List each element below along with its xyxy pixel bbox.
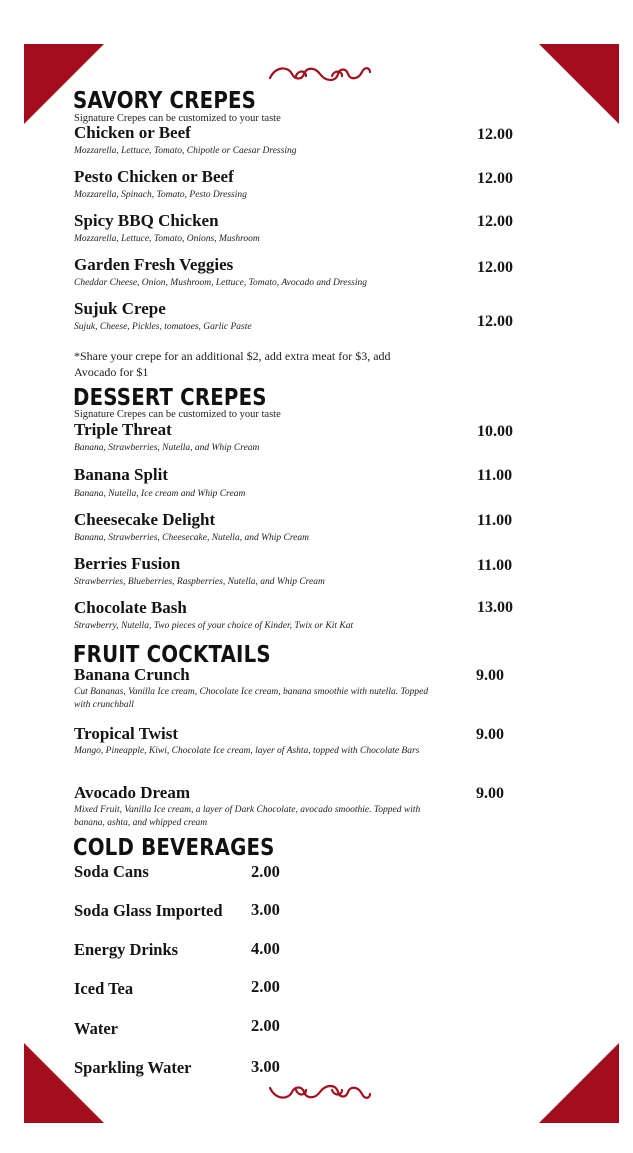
- item-name: Berries Fusion: [74, 554, 181, 573]
- item-price: 13.00: [477, 599, 513, 616]
- share-note: *Share your crepe for an additional $2, add extra meat for $3, add Avocado for $1: [74, 349, 391, 379]
- item-price: 10.00: [477, 423, 513, 440]
- beverage-price: 2.00: [251, 977, 280, 996]
- item-name: Triple Threat: [74, 420, 172, 439]
- flourish-top-icon: [266, 62, 374, 86]
- beverage-name: Soda Glass Imported: [74, 901, 223, 920]
- item-description: Mozzarella, Lettuce, Tomato, Onions, Mushroom: [74, 234, 260, 244]
- item-name: Garden Fresh Veggies: [74, 255, 234, 274]
- item-name: Cheesecake Delight: [74, 510, 216, 529]
- item-name: Pesto Chicken or Beef: [74, 167, 234, 186]
- savory-crepes-subtitle: Signature Crepes can be customized to your taste: [74, 113, 281, 124]
- item-description: Strawberries, Blueberries, Raspberries, Nutella, and Whip Cream: [74, 577, 325, 587]
- savory-crepes-heading: SAVORY CREPES: [73, 88, 257, 114]
- beverage-price: 2.00: [251, 862, 280, 881]
- beverage-name: Water: [74, 1019, 118, 1038]
- item-price: 12.00: [477, 126, 513, 143]
- item-name: Chicken or Beef: [74, 123, 191, 142]
- item-description: Strawberry, Nutella, Two pieces of your choice of Kinder, Twix or Kit Kat: [74, 621, 354, 631]
- beverage-price: 3.00: [251, 900, 280, 919]
- item-price: 12.00: [477, 313, 513, 330]
- dessert-crepes-subtitle: Signature Crepes can be customized to your taste: [74, 409, 281, 420]
- item-description: Banana, Strawberries, Nutella, and Whip Cream: [74, 443, 260, 453]
- flourish-bottom-icon: [266, 1080, 374, 1104]
- item-description: Mozzarella, Spinach, Tomato, Pesto Dressing: [74, 190, 247, 200]
- dessert-crepes-heading: DESSERT CREPES: [73, 385, 267, 411]
- item-name: Banana Split: [74, 465, 169, 484]
- beverage-price: 2.00: [251, 1016, 280, 1035]
- item-name: Tropical Twist: [74, 724, 179, 743]
- item-price: 11.00: [477, 512, 513, 529]
- beverage-name: Energy Drinks: [74, 940, 179, 959]
- item-description: Cut Bananas, Vanilla Ice cream, Chocolate Ice cream, banana smoothie with nutella. Topped with crunchball: [74, 687, 429, 710]
- corner-triangle-top-right-icon: [539, 44, 619, 124]
- item-price: 9.00: [476, 667, 504, 684]
- item-price: 12.00: [477, 170, 513, 187]
- cold-beverages-heading: COLD BEVERAGES: [73, 835, 275, 861]
- item-name: Spicy BBQ Chicken: [74, 211, 219, 230]
- item-description: Mozzarella, Lettuce, Tomato, Chipotle or Caesar Dressing: [74, 146, 297, 156]
- item-name: Sujuk Crepe: [74, 299, 166, 318]
- beverage-price: 4.00: [251, 939, 280, 958]
- item-description: Banana, Nutella, Ice cream and Whip Cream: [74, 489, 246, 499]
- item-price: 9.00: [476, 726, 504, 743]
- item-description: Mango, Pineapple, Kiwi, Chocolate Ice cream, layer of Ashta, topped with Chocolate Bars: [74, 746, 420, 756]
- item-description: Banana, Strawberries, Cheesecake, Nutella, and Whip Cream: [74, 533, 310, 543]
- item-name: Banana Crunch: [74, 665, 190, 684]
- beverage-name: Soda Cans: [74, 862, 149, 881]
- item-name: Chocolate Bash: [74, 598, 187, 617]
- item-price: 9.00: [476, 785, 504, 802]
- corner-triangle-bottom-right-icon: [539, 1043, 619, 1123]
- item-price: 12.00: [477, 213, 513, 230]
- item-description: Cheddar Cheese, Onion, Mushroom, Lettuce, Tomato, Avocado and Dressing: [74, 278, 367, 288]
- beverage-price: 3.00: [251, 1057, 280, 1076]
- item-description: Sujuk, Cheese, Pickles, tomatoes, Garlic Paste: [74, 322, 252, 332]
- corner-triangle-bottom-left-icon: [24, 1043, 104, 1123]
- item-price: 11.00: [477, 557, 513, 574]
- item-name: Avocado Dream: [74, 783, 190, 802]
- item-price: 12.00: [477, 259, 513, 276]
- item-description: Mixed Fruit, Vanilla Ice cream, a layer of Dark Chocolate, avocado smoothie. Topped with banana, ashta, and whipped cream: [74, 805, 421, 828]
- fruit-cocktails-heading: FRUIT COCKTAILS: [73, 642, 271, 668]
- beverage-name: Iced Tea: [74, 979, 134, 998]
- beverage-name: Sparkling Water: [74, 1058, 192, 1077]
- item-price: 11.00: [477, 467, 513, 484]
